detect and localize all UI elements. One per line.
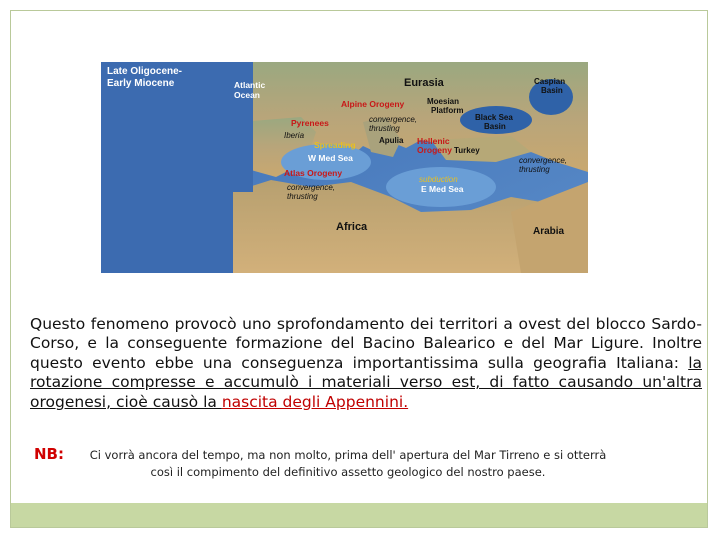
label-subduction: subduction [419,175,458,184]
map-title-line2: Early Miocene [107,78,175,89]
nb-label: NB: [34,445,64,463]
paragraph-text: Questo fenomeno provocò uno sprofondamento dei territori a ovest del blocco Sardo-Corso, e la conseguente formazione del Bacino Balearico e del Mar Ligure. Inoltre questo evento ebbe una conseguenza importantissima sulla geografia Italiana: [30,315,702,372]
label-blacksea-1: Black Sea [475,113,513,122]
label-africa: Africa [336,221,368,233]
label-hellenic-1: Hellenic [417,136,450,146]
footer-bar [11,503,707,527]
label-thrusting-1: thrusting [369,124,400,133]
label-atlantic-2: Ocean [234,90,260,100]
label-eurasia: Eurasia [404,77,444,89]
label-blacksea-2: Basin [484,122,506,131]
label-moesian-2: Platform [431,106,464,115]
label-apulia: Apulia [379,136,404,145]
label-turkey: Turkey [454,146,480,155]
label-caspian-1: Caspian [534,77,566,86]
label-alpine-orogeny: Alpine Orogeny [341,99,405,109]
map-title-line1: Late Oligocene- [107,66,183,77]
label-spreading: Spreading [314,140,356,150]
label-arabia: Arabia [533,226,565,237]
paragraph-highlight-text: nascita degli Appennini. [221,392,409,411]
label-moesian-1: Moesian [427,97,460,106]
label-convergence-2: convergence, [287,183,336,192]
label-hellenic-2: Orogeny [417,145,452,155]
label-e-med-sea: E Med Sea [421,184,464,194]
label-iberia: Iberia [284,131,305,140]
map-image [101,62,588,273]
label-w-med-sea: W Med Sea [308,153,353,163]
label-convergence-3: convergence, [519,156,568,165]
label-atlantic-1: Atlantic [234,80,266,90]
label-thrusting-3: thrusting [519,165,550,174]
label-convergence-1: convergence, [369,115,418,124]
label-pyrenees: Pyrenees [291,118,329,128]
paleogeographic-map [101,62,588,273]
paragraph-underlined-text: la rotazione compresse e accumulò i materiali verso est, di fatto causando un'altra orogenesi, cioè causò la [30,353,702,411]
main-paragraph [30,315,702,412]
label-thrusting-2: thrusting [287,192,318,201]
label-caspian-2: Basin [541,86,563,95]
nb-note: Ci vorrà ancora del tempo, ma non molto, prima dell' apertura del Mar Tirreno e si otterrà così il compimento del definitivo assetto geologico del nostro paese. [89,448,607,479]
label-atlas-orogeny: Atlas Orogeny [284,168,343,178]
